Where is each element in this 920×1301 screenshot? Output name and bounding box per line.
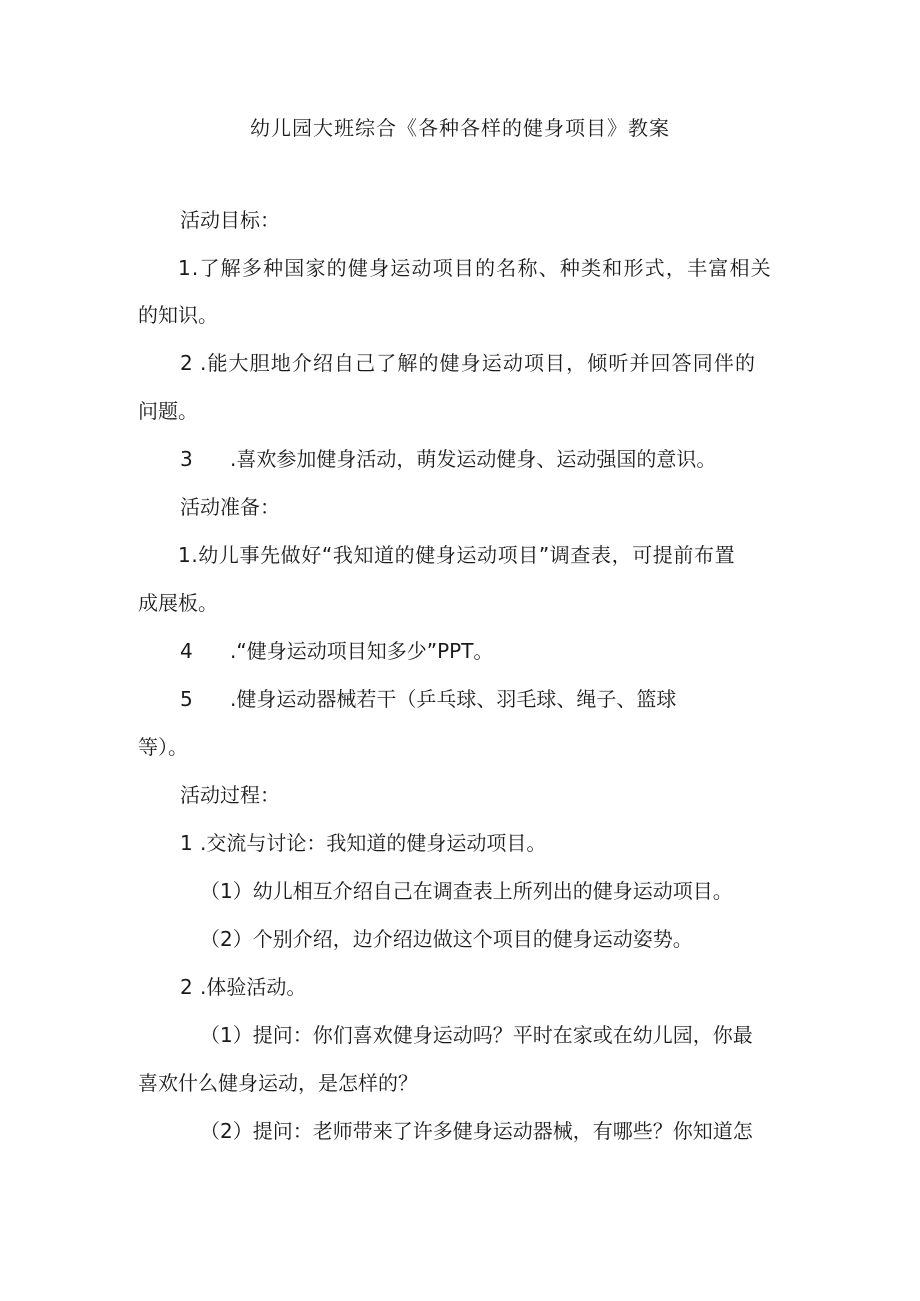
section-heading-preparation: 活动准备： — [180, 495, 280, 519]
list-number: 5 — [180, 687, 193, 711]
paragraph-line: .交流与讨论：我知道的健身运动项目。 — [200, 831, 547, 855]
paragraph-line: （1）幼儿相互介绍自己在调查表上所列出的健身运动项目。 — [200, 879, 733, 903]
paragraph-line: .能大胆地介绍自己了解的健身运动项目，倾听并回答同伴的 — [200, 351, 757, 375]
list-number: 1 — [180, 831, 193, 855]
document-title: 幼儿园大班综合《各种各样的健身项目》教案 — [250, 116, 670, 140]
paragraph-line: .“健身运动项目知多少”PPT。 — [230, 639, 494, 663]
paragraph-line: .健身运动器械若干（乒乓球、羽毛球、绳子、篮球 — [230, 687, 677, 711]
paragraph-line: 成展板。 — [138, 591, 218, 615]
paragraph-line: 等）。 — [138, 735, 188, 759]
list-number: 2 — [180, 975, 193, 999]
paragraph-line: .体验活动。 — [200, 975, 307, 999]
section-heading-process: 活动过程： — [180, 783, 280, 807]
paragraph-line: （1）提问：你们喜欢健身运动吗？平时在家或在幼儿园，你最 — [200, 1023, 753, 1047]
paragraph-line: （2）个别介绍，边介绍边做这个项目的健身运动姿势。 — [200, 927, 693, 951]
paragraph-line: 的知识。 — [138, 303, 218, 327]
list-number: 2 — [180, 351, 193, 375]
paragraph-line: 喜欢什么健身运动，是怎样的？ — [138, 1071, 418, 1095]
paragraph-line: .喜欢参加健身活动，萌发运动健身、运动强国的意识。 — [230, 447, 717, 471]
list-number: 3 — [180, 447, 193, 471]
paragraph-line: 1.了解多种国家的健身运动项目的名称、种类和形式，丰富相关 — [178, 256, 772, 280]
paragraph-line: 1.幼儿事先做好“我知道的健身运动项目”调查表，可提前布置 — [178, 543, 736, 567]
section-heading-goals: 活动目标： — [180, 208, 280, 232]
list-number: 4 — [180, 639, 193, 663]
paragraph-line: （2）提问：老师带来了许多健身运动器械，有哪些？你知道怎 — [200, 1119, 753, 1143]
paragraph-line: 问题。 — [138, 399, 198, 423]
